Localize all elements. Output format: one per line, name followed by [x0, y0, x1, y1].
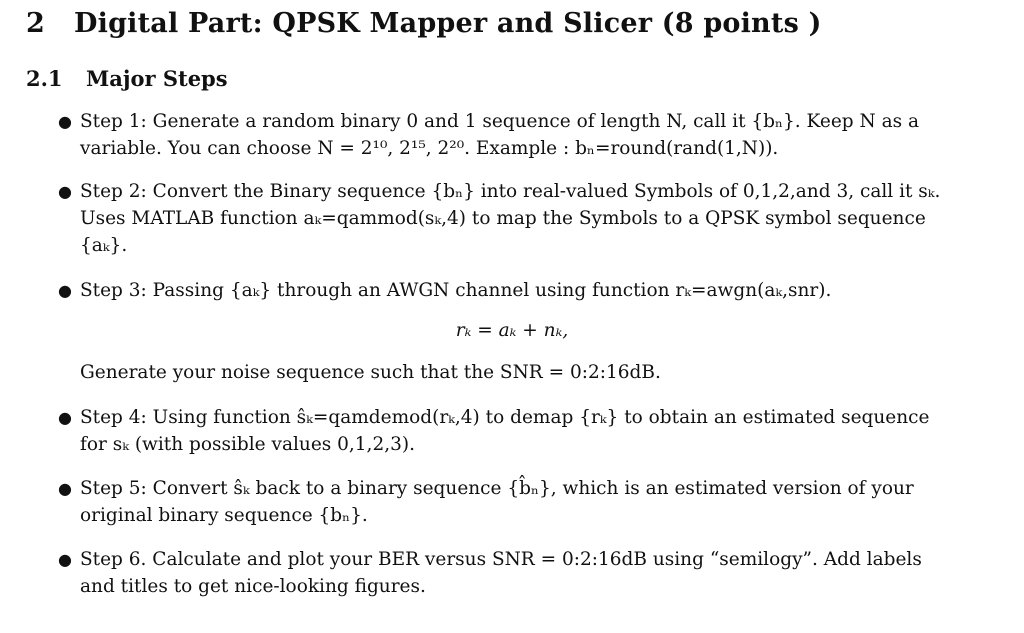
bullet-icon: ● — [58, 281, 72, 300]
step-6-line-1: Step 6. Calculate and plot your BER versus SNR = 0:2:16dB using “semilogy”. Add labels — [80, 549, 922, 570]
step-6-line-2: and titles to get nice-looking figures. — [80, 576, 426, 597]
step-5-line-2: original binary sequence {bₙ}. — [80, 505, 368, 526]
subsection-number: 2.1 — [26, 66, 63, 91]
list-item-step-1 — [80, 108, 980, 162]
step-4-line-2: for sₖ (with possible values 0,1,2,3). — [80, 434, 415, 455]
bullet-icon: ● — [58, 479, 72, 498]
list-item-step-6 — [80, 546, 980, 600]
step-5-line-1: Step 5: Convert ŝₖ back to a binary sequence {b̂ₙ}, which is an estimated version of your — [80, 478, 914, 499]
bullet-icon: ● — [58, 550, 72, 569]
subsection-heading — [26, 66, 228, 91]
noise-note: Generate your noise sequence such that the SNR = 0:2:16dB. — [80, 362, 661, 383]
list-item-step-5 — [80, 475, 980, 529]
list-item-step-4 — [80, 404, 980, 458]
section-title: Digital Part: QPSK Mapper and Slicer (8 points ) — [74, 8, 822, 39]
bullet-icon: ● — [58, 408, 72, 427]
section-number: 2 — [26, 8, 45, 39]
subsection-title: Major Steps — [86, 66, 228, 91]
step-2-line-3: {aₖ}. — [80, 235, 128, 256]
list-item-step-2 — [80, 178, 980, 259]
step-2-line-2: Uses MATLAB function aₖ=qammod(sₖ,4) to map the Symbols to a QPSK symbol sequence — [80, 208, 926, 229]
section-heading — [26, 8, 822, 39]
equation: rₖ = aₖ + nₖ, — [455, 320, 569, 341]
step-3-line-1: Step 3: Passing {aₖ} through an AWGN channel using function rₖ=awgn(aₖ,snr). — [80, 280, 832, 301]
step-4-line-1: Step 4: Using function ŝₖ=qamdemod(rₖ,4) to demap {rₖ} to obtain an estimated sequence — [80, 407, 930, 428]
bullet-icon: ● — [58, 182, 72, 201]
step-1-line-1: Step 1: Generate a random binary 0 and 1 sequence of length N, call it {bₙ}. Keep N as a — [80, 111, 920, 132]
list-item-step-3 — [80, 277, 980, 304]
bullet-icon: ● — [58, 112, 72, 131]
step-1-line-2: variable. You can choose N = 2¹⁰, 2¹⁵, 2²⁰. Example : bₙ=round(rand(1,N)). — [80, 138, 779, 159]
step-2-line-1: Step 2: Convert the Binary sequence {bₙ} into real-valued Symbols of 0,1,2,and 3, call it sₖ. — [80, 181, 941, 202]
